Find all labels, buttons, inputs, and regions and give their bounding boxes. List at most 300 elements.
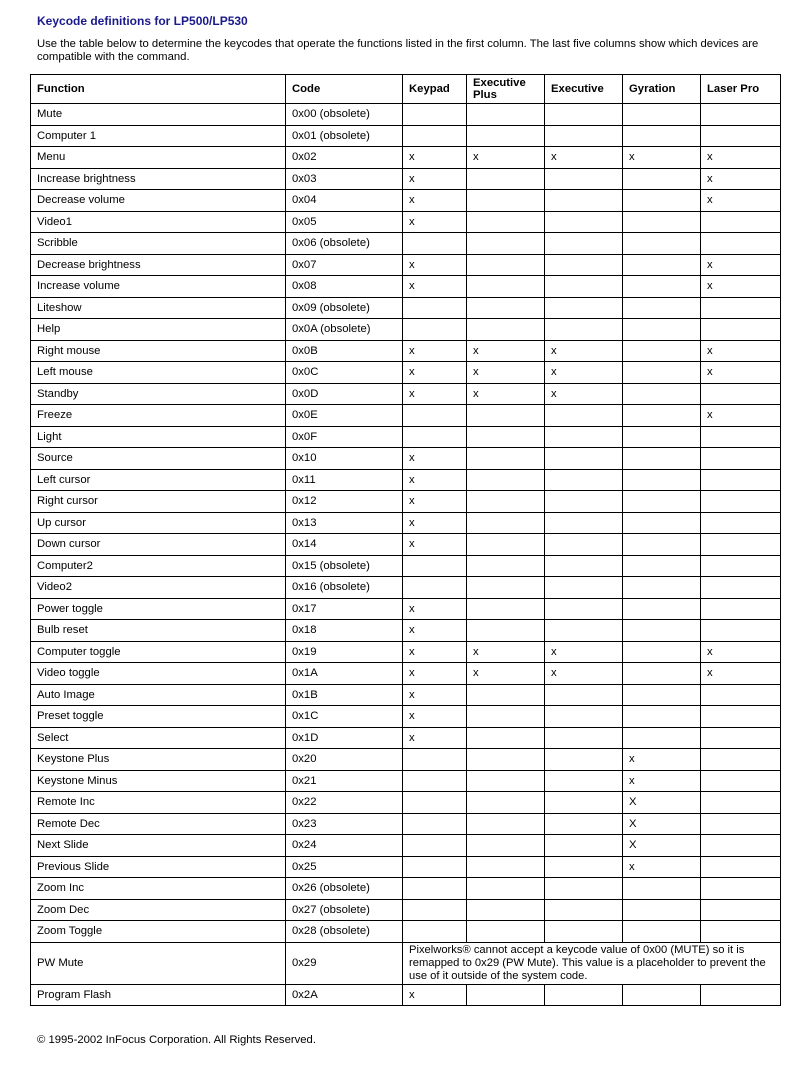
- gyration-cell: x: [623, 749, 701, 771]
- executive-cell: [545, 555, 623, 577]
- code-cell: 0x13: [286, 512, 403, 534]
- table-row: [31, 770, 781, 792]
- header-gyration: Gyration: [623, 75, 701, 104]
- code-cell: 0x15 (obsolete): [286, 555, 403, 577]
- gyration-cell: [623, 577, 701, 599]
- code-cell: 0x24: [286, 835, 403, 857]
- table-row: [31, 856, 781, 878]
- code-cell: 0x19: [286, 641, 403, 663]
- keypad-cell: x: [403, 211, 467, 233]
- table-row: [31, 147, 781, 169]
- table-row: [31, 749, 781, 771]
- header-code: Code: [286, 75, 403, 104]
- function-cell: Menu: [31, 147, 286, 169]
- code-cell: 0x1B: [286, 684, 403, 706]
- function-cell: Source: [31, 448, 286, 470]
- gyration-cell: [623, 706, 701, 728]
- keypad-cell: x: [403, 491, 467, 513]
- table-row: [31, 878, 781, 900]
- executive-plus-cell: [467, 319, 545, 341]
- function-cell: Next Slide: [31, 835, 286, 857]
- executive-cell: [545, 878, 623, 900]
- table-row: [31, 469, 781, 491]
- gyration-cell: [623, 727, 701, 749]
- code-cell: 0x18: [286, 620, 403, 642]
- executive-cell: [545, 813, 623, 835]
- keypad-cell: [403, 770, 467, 792]
- executive-cell: [545, 211, 623, 233]
- function-cell: Right cursor: [31, 491, 286, 513]
- table-row: [31, 168, 781, 190]
- executive-plus-cell: [467, 469, 545, 491]
- table-row: [31, 512, 781, 534]
- code-cell: 0x17: [286, 598, 403, 620]
- laser-pro-cell: [701, 233, 781, 255]
- laser-pro-cell: x: [701, 190, 781, 212]
- keypad-cell: [403, 792, 467, 814]
- code-cell: 0x05: [286, 211, 403, 233]
- table-row: [31, 598, 781, 620]
- executive-plus-cell: [467, 254, 545, 276]
- keypad-cell: x: [403, 534, 467, 556]
- executive-plus-cell: [467, 899, 545, 921]
- gyration-cell: [623, 469, 701, 491]
- executive-plus-cell: [467, 104, 545, 126]
- keypad-cell: x: [403, 469, 467, 491]
- laser-pro-cell: [701, 921, 781, 943]
- executive-plus-cell: [467, 297, 545, 319]
- function-cell: Decrease brightness: [31, 254, 286, 276]
- laser-pro-cell: [701, 984, 781, 1006]
- function-cell: Preset toggle: [31, 706, 286, 728]
- executive-cell: [545, 491, 623, 513]
- table-row: [31, 276, 781, 298]
- table-row: [31, 383, 781, 405]
- function-cell: Up cursor: [31, 512, 286, 534]
- table-row: [31, 577, 781, 599]
- code-cell: 0x21: [286, 770, 403, 792]
- page-title: Keycode definitions for LP500/LP530: [37, 14, 248, 28]
- laser-pro-cell: x: [701, 663, 781, 685]
- executive-plus-cell: [467, 770, 545, 792]
- function-cell: Video1: [31, 211, 286, 233]
- table-row: [31, 663, 781, 685]
- executive-plus-cell: [467, 749, 545, 771]
- executive-plus-cell: [467, 534, 545, 556]
- laser-pro-cell: [701, 211, 781, 233]
- executive-plus-cell: [467, 211, 545, 233]
- keypad-cell: [403, 813, 467, 835]
- function-cell: Mute: [31, 104, 286, 126]
- header-keypad: Keypad: [403, 75, 467, 104]
- keypad-cell: [403, 921, 467, 943]
- gyration-cell: [623, 362, 701, 384]
- gyration-cell: [623, 663, 701, 685]
- function-cell: Increase volume: [31, 276, 286, 298]
- executive-cell: [545, 254, 623, 276]
- function-cell: Video2: [31, 577, 286, 599]
- gyration-cell: [623, 190, 701, 212]
- code-cell: 0x02: [286, 147, 403, 169]
- code-cell: 0x0B: [286, 340, 403, 362]
- code-cell: 0x03: [286, 168, 403, 190]
- code-cell: 0x0A (obsolete): [286, 319, 403, 341]
- table-row: [31, 405, 781, 427]
- executive-cell: [545, 125, 623, 147]
- laser-pro-cell: [701, 426, 781, 448]
- keypad-cell: [403, 878, 467, 900]
- function-cell: Left cursor: [31, 469, 286, 491]
- keypad-cell: x: [403, 340, 467, 362]
- executive-plus-cell: [467, 984, 545, 1006]
- function-cell: Increase brightness: [31, 168, 286, 190]
- function-cell: Computer toggle: [31, 641, 286, 663]
- code-cell: 0x20: [286, 749, 403, 771]
- gyration-cell: [623, 899, 701, 921]
- executive-cell: [545, 512, 623, 534]
- laser-pro-cell: [701, 792, 781, 814]
- executive-plus-cell: [467, 835, 545, 857]
- executive-plus-cell: [467, 190, 545, 212]
- function-cell: PW Mute: [31, 942, 286, 984]
- keypad-cell: x: [403, 512, 467, 534]
- executive-cell: [545, 620, 623, 642]
- table-row: [31, 125, 781, 147]
- code-cell: 0x25: [286, 856, 403, 878]
- code-cell: 0x00 (obsolete): [286, 104, 403, 126]
- table-row: [31, 340, 781, 362]
- function-cell: Standby: [31, 383, 286, 405]
- executive-cell: x: [545, 663, 623, 685]
- executive-plus-cell: [467, 512, 545, 534]
- function-cell: Zoom Inc: [31, 878, 286, 900]
- laser-pro-cell: [701, 297, 781, 319]
- table-row: [31, 792, 781, 814]
- executive-cell: [545, 706, 623, 728]
- keypad-cell: x: [403, 663, 467, 685]
- laser-pro-cell: [701, 813, 781, 835]
- table-row: [31, 104, 781, 126]
- keypad-cell: [403, 233, 467, 255]
- laser-pro-cell: [701, 555, 781, 577]
- gyration-cell: [623, 512, 701, 534]
- code-cell: 0x10: [286, 448, 403, 470]
- function-cell: Keystone Minus: [31, 770, 286, 792]
- keypad-cell: [403, 104, 467, 126]
- gyration-cell: [623, 620, 701, 642]
- executive-cell: [545, 684, 623, 706]
- laser-pro-cell: [701, 534, 781, 556]
- laser-pro-cell: [701, 104, 781, 126]
- table-row: [31, 984, 781, 1006]
- table-row: [31, 835, 781, 857]
- laser-pro-cell: [701, 835, 781, 857]
- gyration-cell: x: [623, 856, 701, 878]
- table-row: [31, 426, 781, 448]
- executive-cell: [545, 792, 623, 814]
- laser-pro-cell: x: [701, 362, 781, 384]
- laser-pro-cell: [701, 125, 781, 147]
- executive-cell: [545, 598, 623, 620]
- laser-pro-cell: [701, 620, 781, 642]
- note-cell: Pixelworks® cannot accept a keycode value of 0x00 (MUTE) so it is remapped to 0x29 (PW Mute). This value is a placeholder to prevent the use of it outside of the system code.: [403, 942, 781, 984]
- gyration-cell: [623, 921, 701, 943]
- executive-plus-cell: [467, 727, 545, 749]
- executive-cell: x: [545, 383, 623, 405]
- header-executive: Executive: [545, 75, 623, 104]
- code-cell: 0x12: [286, 491, 403, 513]
- function-cell: Keystone Plus: [31, 749, 286, 771]
- code-cell: 0x1C: [286, 706, 403, 728]
- gyration-cell: [623, 168, 701, 190]
- executive-plus-cell: [467, 921, 545, 943]
- code-cell: 0x01 (obsolete): [286, 125, 403, 147]
- table-row: [31, 641, 781, 663]
- code-cell: 0x26 (obsolete): [286, 878, 403, 900]
- keypad-cell: x: [403, 276, 467, 298]
- code-cell: 0x0E: [286, 405, 403, 427]
- executive-plus-cell: [467, 125, 545, 147]
- function-cell: Program Flash: [31, 984, 286, 1006]
- code-cell: 0x27 (obsolete): [286, 899, 403, 921]
- table-row: [31, 254, 781, 276]
- table-row: [31, 190, 781, 212]
- code-cell: 0x0F: [286, 426, 403, 448]
- executive-cell: [545, 276, 623, 298]
- executive-cell: [545, 856, 623, 878]
- keypad-cell: x: [403, 147, 467, 169]
- keycode-table: [30, 74, 781, 1006]
- keypad-cell: x: [403, 168, 467, 190]
- function-cell: Light: [31, 426, 286, 448]
- gyration-cell: [623, 405, 701, 427]
- function-cell: Power toggle: [31, 598, 286, 620]
- gyration-cell: [623, 104, 701, 126]
- table-row: [31, 362, 781, 384]
- function-cell: Right mouse: [31, 340, 286, 362]
- gyration-cell: [623, 555, 701, 577]
- executive-cell: [545, 168, 623, 190]
- keypad-cell: [403, 577, 467, 599]
- header-laser-pro: Laser Pro: [701, 75, 781, 104]
- code-cell: 0x16 (obsolete): [286, 577, 403, 599]
- executive-cell: x: [545, 340, 623, 362]
- laser-pro-cell: x: [701, 405, 781, 427]
- executive-cell: [545, 921, 623, 943]
- laser-pro-cell: [701, 684, 781, 706]
- keypad-cell: x: [403, 254, 467, 276]
- executive-cell: [545, 405, 623, 427]
- executive-plus-cell: [467, 620, 545, 642]
- function-cell: Remote Dec: [31, 813, 286, 835]
- laser-pro-cell: x: [701, 276, 781, 298]
- intro-paragraph: Use the table below to determine the keycodes that operate the functions listed in the first column. The last five columns show which devices are compatible with the command.: [37, 38, 759, 63]
- function-cell: Decrease volume: [31, 190, 286, 212]
- laser-pro-cell: x: [701, 147, 781, 169]
- function-cell: Computer 1: [31, 125, 286, 147]
- laser-pro-cell: [701, 878, 781, 900]
- table-row: [31, 942, 781, 984]
- code-cell: 0x09 (obsolete): [286, 297, 403, 319]
- gyration-cell: [623, 684, 701, 706]
- executive-cell: [545, 749, 623, 771]
- keypad-cell: x: [403, 706, 467, 728]
- executive-cell: [545, 835, 623, 857]
- laser-pro-cell: [701, 577, 781, 599]
- executive-plus-cell: [467, 813, 545, 835]
- gyration-cell: [623, 340, 701, 362]
- executive-plus-cell: x: [467, 663, 545, 685]
- code-cell: 0x14: [286, 534, 403, 556]
- keypad-cell: [403, 319, 467, 341]
- keypad-cell: [403, 125, 467, 147]
- gyration-cell: [623, 534, 701, 556]
- table-row: [31, 813, 781, 835]
- keypad-cell: x: [403, 383, 467, 405]
- table-row: [31, 706, 781, 728]
- code-cell: 0x0D: [286, 383, 403, 405]
- gyration-cell: [623, 276, 701, 298]
- gyration-cell: [623, 984, 701, 1006]
- executive-cell: [545, 899, 623, 921]
- keypad-cell: x: [403, 641, 467, 663]
- table-body: [31, 104, 781, 1006]
- executive-cell: [545, 577, 623, 599]
- keypad-cell: [403, 426, 467, 448]
- gyration-cell: [623, 125, 701, 147]
- code-cell: 0x08: [286, 276, 403, 298]
- function-cell: Zoom Toggle: [31, 921, 286, 943]
- executive-cell: [545, 190, 623, 212]
- table-row: [31, 211, 781, 233]
- executive-plus-cell: [467, 598, 545, 620]
- executive-cell: [545, 319, 623, 341]
- laser-pro-cell: x: [701, 254, 781, 276]
- executive-plus-cell: x: [467, 383, 545, 405]
- code-cell: 0x2A: [286, 984, 403, 1006]
- gyration-cell: [623, 598, 701, 620]
- keypad-cell: x: [403, 727, 467, 749]
- laser-pro-cell: [701, 383, 781, 405]
- executive-plus-cell: [467, 856, 545, 878]
- keypad-cell: x: [403, 598, 467, 620]
- gyration-cell: X: [623, 813, 701, 835]
- gyration-cell: [623, 878, 701, 900]
- keypad-cell: [403, 297, 467, 319]
- keypad-cell: x: [403, 684, 467, 706]
- executive-plus-cell: [467, 276, 545, 298]
- table-row: [31, 899, 781, 921]
- executive-cell: [545, 534, 623, 556]
- gyration-cell: X: [623, 792, 701, 814]
- code-cell: 0x22: [286, 792, 403, 814]
- table-row: [31, 555, 781, 577]
- function-cell: Help: [31, 319, 286, 341]
- table-row: [31, 620, 781, 642]
- keypad-cell: [403, 555, 467, 577]
- function-cell: Computer2: [31, 555, 286, 577]
- gyration-cell: x: [623, 770, 701, 792]
- gyration-cell: x: [623, 147, 701, 169]
- gyration-cell: [623, 233, 701, 255]
- function-cell: Bulb reset: [31, 620, 286, 642]
- laser-pro-cell: [701, 319, 781, 341]
- function-cell: Left mouse: [31, 362, 286, 384]
- keypad-cell: x: [403, 448, 467, 470]
- executive-plus-cell: [467, 168, 545, 190]
- table-row: [31, 727, 781, 749]
- gyration-cell: [623, 426, 701, 448]
- function-cell: Previous Slide: [31, 856, 286, 878]
- function-cell: Video toggle: [31, 663, 286, 685]
- function-cell: Auto Image: [31, 684, 286, 706]
- gyration-cell: [623, 254, 701, 276]
- laser-pro-cell: [701, 856, 781, 878]
- function-cell: Remote Inc: [31, 792, 286, 814]
- code-cell: 0x1D: [286, 727, 403, 749]
- keypad-cell: [403, 405, 467, 427]
- executive-plus-cell: x: [467, 641, 545, 663]
- code-cell: 0x28 (obsolete): [286, 921, 403, 943]
- code-cell: 0x11: [286, 469, 403, 491]
- executive-cell: x: [545, 641, 623, 663]
- gyration-cell: [623, 211, 701, 233]
- executive-plus-cell: [467, 577, 545, 599]
- laser-pro-cell: [701, 512, 781, 534]
- code-cell: 0x06 (obsolete): [286, 233, 403, 255]
- gyration-cell: [623, 297, 701, 319]
- executive-plus-cell: [467, 405, 545, 427]
- code-cell: 0x07: [286, 254, 403, 276]
- code-cell: 0x1A: [286, 663, 403, 685]
- executive-cell: x: [545, 362, 623, 384]
- executive-cell: [545, 104, 623, 126]
- executive-plus-cell: [467, 684, 545, 706]
- laser-pro-cell: [701, 598, 781, 620]
- laser-pro-cell: [701, 469, 781, 491]
- executive-plus-cell: x: [467, 362, 545, 384]
- header-executive-plus: Executive Plus: [467, 75, 545, 104]
- keypad-cell: [403, 749, 467, 771]
- executive-plus-cell: [467, 878, 545, 900]
- function-cell: Liteshow: [31, 297, 286, 319]
- gyration-cell: [623, 491, 701, 513]
- laser-pro-cell: [701, 770, 781, 792]
- keypad-cell: [403, 899, 467, 921]
- table-row: [31, 297, 781, 319]
- executive-plus-cell: [467, 491, 545, 513]
- laser-pro-cell: [701, 491, 781, 513]
- executive-plus-cell: [467, 792, 545, 814]
- laser-pro-cell: [701, 899, 781, 921]
- function-cell: Down cursor: [31, 534, 286, 556]
- table-header-row: [31, 75, 781, 104]
- table-row: [31, 319, 781, 341]
- table-row: [31, 233, 781, 255]
- keypad-cell: [403, 856, 467, 878]
- executive-plus-cell: x: [467, 147, 545, 169]
- keypad-cell: x: [403, 984, 467, 1006]
- table-row: [31, 921, 781, 943]
- executive-cell: [545, 297, 623, 319]
- executive-cell: [545, 448, 623, 470]
- executive-cell: [545, 469, 623, 491]
- laser-pro-cell: x: [701, 641, 781, 663]
- executive-plus-cell: [467, 706, 545, 728]
- executive-plus-cell: [467, 555, 545, 577]
- keypad-cell: x: [403, 362, 467, 384]
- function-cell: Freeze: [31, 405, 286, 427]
